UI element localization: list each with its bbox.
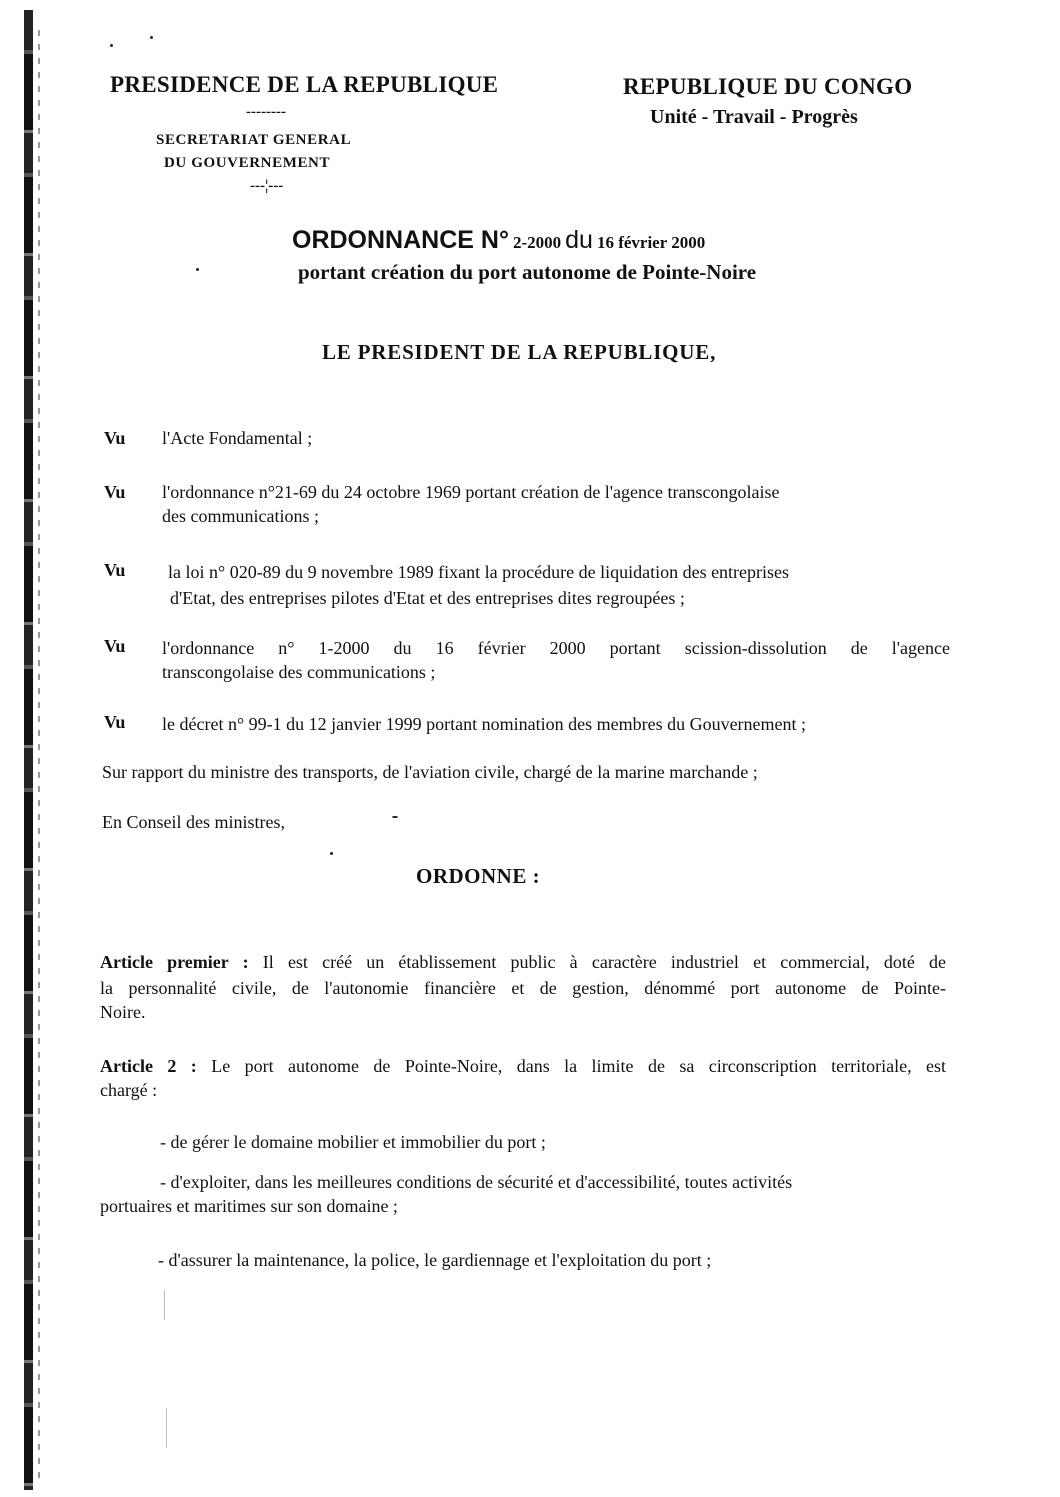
article2-line1 xyxy=(100,1056,946,1077)
scan-mark xyxy=(166,1408,167,1448)
header-left-separator: -------- xyxy=(246,104,286,120)
visa-text: la loi n° 020-89 du 9 novembre 1989 fixant la procédure de liquidation des entreprises xyxy=(168,562,790,582)
visa-text-cont: des communications ; xyxy=(162,506,319,526)
scan-speck xyxy=(150,36,153,39)
article2-text: Le port autonome de Pointe-Noire, dans la limite de sa circonscription territoriale, est xyxy=(211,1056,946,1076)
scan-speck xyxy=(330,852,333,855)
president-heading: LE PRESIDENT DE LA REPUBLIQUE, xyxy=(322,340,717,364)
rapport-line: Sur rapport du ministre des transports, de l'aviation civile, chargé de la marine marchande ; xyxy=(102,762,758,782)
visa-text-cont: transcongolaise des communications ; xyxy=(162,662,436,682)
article2-item: - d'assurer la maintenance, la police, le gardiennage et l'exploitation du port ; xyxy=(158,1250,712,1270)
scan-speck xyxy=(196,268,199,271)
document-subtitle: portant création du port autonome de Pointe-Noire xyxy=(298,260,757,284)
article2-item: - d'exploiter, dans les meilleures conditions de sécurité et d'accessibilité, toutes activités xyxy=(160,1172,793,1192)
scan-mark xyxy=(164,1290,165,1320)
scan-speck xyxy=(110,44,113,47)
title-du: du xyxy=(565,226,593,254)
title-ordonnance: ORDONNANCE N° xyxy=(292,226,509,254)
article2-label: Article 2 : xyxy=(100,1056,197,1076)
header-left-sub1: SECRETARIAT GENERAL xyxy=(156,132,352,148)
visa-text-cont: d'Etat, des entreprises pilotes d'Etat et des entreprises dites regroupées ; xyxy=(170,588,685,608)
header-right-motto: Unité - Travail - Progrès xyxy=(650,106,858,128)
visa-text: l'ordonnance n°21-69 du 24 octobre 1969 portant création de l'agence transcongolaise xyxy=(162,482,780,502)
article1-line3: Noire. xyxy=(100,1002,146,1022)
article1-label: Article premier : xyxy=(100,952,249,972)
header-right-title: REPUBLIQUE DU CONGO xyxy=(623,74,913,99)
header-left-title: PRESIDENCE DE LA REPUBLIQUE xyxy=(110,72,499,97)
visa-label: Vu xyxy=(104,560,126,580)
article2-line2: chargé : xyxy=(100,1080,158,1100)
visa-text: l'Acte Fondamental ; xyxy=(162,428,313,448)
article2-item: - de gérer le domaine mobilier et immobilier du port ; xyxy=(160,1132,546,1152)
visa-label: Vu xyxy=(104,482,126,502)
article2-item-cont: portuaires et maritimes sur son domaine ; xyxy=(100,1196,398,1216)
header-left-sub2: DU GOUVERNEMENT xyxy=(164,155,331,171)
visa-label: Vu xyxy=(104,428,126,448)
visa-text: le décret n° 99-1 du 12 janvier 1999 portant nomination des membres du Gouvernement ; xyxy=(162,714,807,734)
scan-edge-dots xyxy=(38,30,40,1480)
article1-line2: la personnalité civile, de l'autonomie financière et de gestion, dénommé port autonome de Pointe- xyxy=(100,978,946,998)
scan-speck xyxy=(392,816,398,818)
document-title xyxy=(292,226,705,255)
ordonne-heading: ORDONNE : xyxy=(416,864,541,888)
visa-text: l'ordonnance n° 1-2000 du 16 février 2000 portant scission-dissolution de l'agence xyxy=(162,638,950,658)
conseil-line: En Conseil des ministres, xyxy=(102,812,285,832)
title-number: 2-2000 xyxy=(512,233,562,252)
title-date: 16 février 2000 xyxy=(596,233,706,252)
article1-line1 xyxy=(100,952,946,973)
scan-edge-mark xyxy=(24,10,33,1490)
article1-text: Il est créé un établissement public à caractère industriel et commercial, doté de xyxy=(262,952,947,972)
header-left-mark: ---¦--- xyxy=(250,178,284,194)
visa-label: Vu xyxy=(104,712,126,732)
visa-label: Vu xyxy=(104,636,126,656)
